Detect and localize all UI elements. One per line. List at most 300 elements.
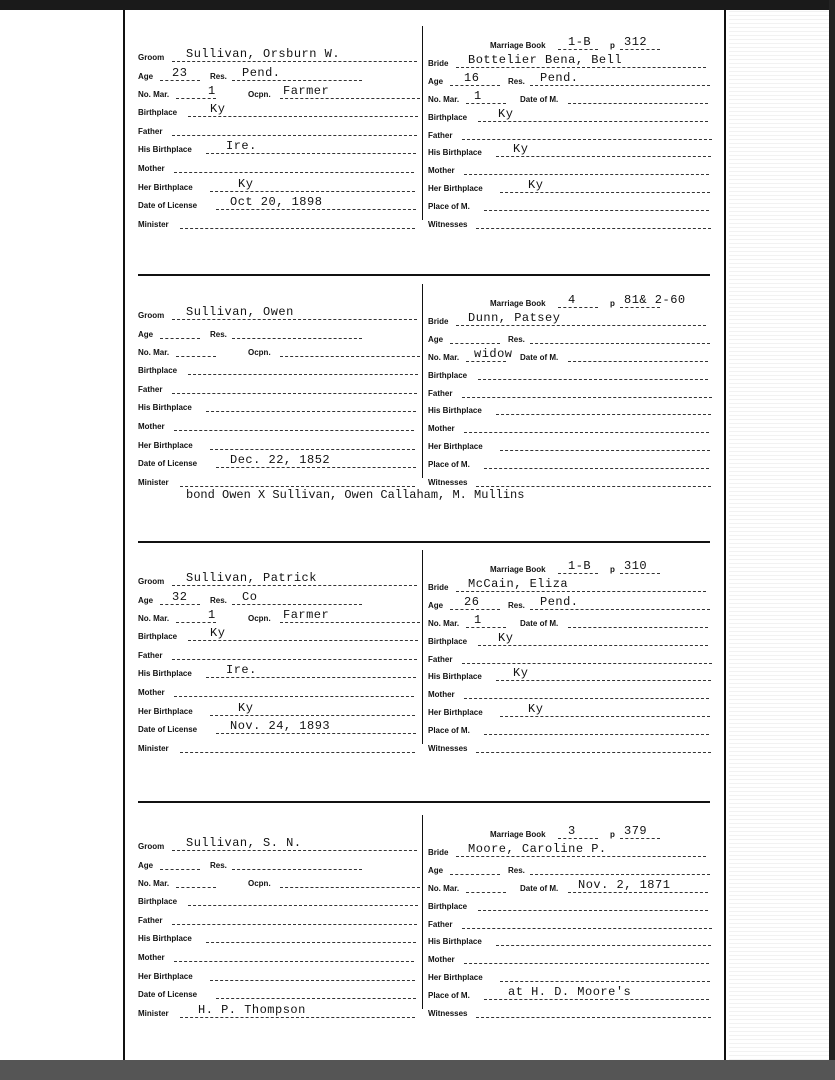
fill-line xyxy=(568,892,708,893)
field-row xyxy=(428,719,713,737)
page-value: 379 xyxy=(624,824,648,838)
field-row xyxy=(428,124,713,142)
fill-line xyxy=(558,307,598,308)
no-mar-label: No. Mar. xyxy=(428,353,460,362)
field-row xyxy=(428,292,713,310)
field-row xyxy=(428,859,713,877)
father-label: Father xyxy=(428,131,453,140)
scan-bottom-edge xyxy=(0,1060,835,1080)
page-value: 310 xyxy=(624,559,648,573)
age-label: Age xyxy=(428,77,444,86)
field-row xyxy=(428,737,713,755)
birthplace-label: Birthplace xyxy=(138,897,178,906)
his-birthplace-label: His Birthplace xyxy=(138,403,192,412)
fill-line xyxy=(180,228,415,229)
bride-his-birthplace-value: Ky xyxy=(513,142,529,156)
res-label: Res. xyxy=(508,335,525,344)
fill-line xyxy=(160,338,200,339)
res-label: Res. xyxy=(508,866,525,875)
his-birthplace-label: His Birthplace xyxy=(428,672,482,681)
ocpn-value: Farmer xyxy=(283,84,330,98)
minister-label: Minister xyxy=(138,478,169,487)
age-label: Age xyxy=(138,72,154,81)
mother-label: Mother xyxy=(138,422,165,431)
field-row xyxy=(138,718,420,736)
age-label: Age xyxy=(428,866,444,875)
fill-line xyxy=(466,627,506,628)
field-row xyxy=(428,453,713,471)
her-birthplace-label: Her Birthplace xyxy=(138,183,193,192)
fill-line xyxy=(496,156,711,157)
right-margin-rule xyxy=(724,10,726,1060)
groom-column xyxy=(138,550,420,760)
bride-no-mar-value: 1 xyxy=(474,89,482,103)
her-birthplace-label: Her Birthplace xyxy=(428,184,483,193)
marriage-book-label: Marriage Book xyxy=(490,565,546,574)
fill-line xyxy=(188,374,418,375)
fill-line xyxy=(176,356,216,357)
date-of-m-label: Date of M. xyxy=(520,619,559,628)
bride-birthplace-value: Ky xyxy=(498,107,514,121)
fill-line xyxy=(466,892,506,893)
res-label: Res. xyxy=(508,77,525,86)
fill-line xyxy=(476,228,711,229)
field-row xyxy=(428,558,713,576)
bride-her-birthplace-value: Ky xyxy=(528,178,544,192)
minister-label: Minister xyxy=(138,1009,169,1018)
groom-column xyxy=(138,26,420,236)
p-label: p xyxy=(610,830,615,839)
birthplace-label: Birthplace xyxy=(428,637,468,646)
fill-line xyxy=(180,752,415,753)
birthplace-label: Birthplace xyxy=(428,113,468,122)
date-of-license-label: Date of License xyxy=(138,990,198,999)
fill-line xyxy=(464,963,709,964)
field-row xyxy=(428,141,713,159)
bride-her-birthplace-value: Ky xyxy=(528,702,544,716)
bride-label: Bride xyxy=(428,59,449,68)
fill-line xyxy=(188,905,418,906)
scan-right-edge xyxy=(829,0,835,1080)
his-birthplace-label: His Birthplace xyxy=(428,937,482,946)
ocpn-label: Ocpn. xyxy=(248,90,271,99)
res-value: Co xyxy=(242,590,258,604)
fill-line xyxy=(478,121,708,122)
groom-value: Sullivan, Owen xyxy=(186,305,294,319)
mother-label: Mother xyxy=(138,953,165,962)
date-of-m-label: Date of M. xyxy=(520,353,559,362)
field-row xyxy=(428,471,713,489)
father-label: Father xyxy=(138,651,163,660)
groom-value: Sullivan, Patrick xyxy=(186,571,317,585)
page-value: 81& 2-60 xyxy=(624,293,686,307)
field-row xyxy=(138,983,420,1001)
fill-line xyxy=(172,393,417,394)
age-label: Age xyxy=(138,861,154,870)
age-label: Age xyxy=(138,596,154,605)
field-row xyxy=(428,594,713,612)
fill-line xyxy=(232,604,362,605)
his-birthplace-value: Ire. xyxy=(226,139,257,153)
bride-res-value: Pend. xyxy=(540,595,579,609)
marriage-book-value: 3 xyxy=(568,824,576,838)
no-mar-label: No. Mar. xyxy=(138,90,170,99)
fill-line xyxy=(456,591,706,592)
mother-label: Mother xyxy=(138,164,165,173)
bride-label: Bride xyxy=(428,317,449,326)
her-birthplace-label: Her Birthplace xyxy=(138,972,193,981)
field-row xyxy=(428,630,713,648)
father-label: Father xyxy=(428,389,453,398)
field-row xyxy=(138,157,420,175)
bride-column xyxy=(428,26,713,236)
fill-line xyxy=(530,85,710,86)
his-birthplace-label: His Birthplace xyxy=(138,669,192,678)
res-label: Res. xyxy=(210,72,227,81)
her-birthplace-label: Her Birthplace xyxy=(138,441,193,450)
date-of-license-value: Dec. 22, 1852 xyxy=(230,453,331,467)
field-row xyxy=(428,895,713,913)
his-birthplace-label: His Birthplace xyxy=(138,934,192,943)
field-row xyxy=(138,927,420,945)
place-of-m-label: Place of M. xyxy=(428,991,470,1000)
fill-line xyxy=(176,887,216,888)
p-label: p xyxy=(610,41,615,50)
fill-line xyxy=(280,887,420,888)
fill-line xyxy=(174,430,414,431)
witnesses-label: Witnesses xyxy=(428,478,468,487)
fill-line xyxy=(530,874,710,875)
fill-line xyxy=(450,609,500,610)
marriage-record-card xyxy=(136,550,711,760)
date-of-license-label: Date of License xyxy=(138,201,198,210)
record-note: bond Owen X Sullivan, Owen Callaham, M. Mullins xyxy=(186,488,525,502)
minister-label: Minister xyxy=(138,744,169,753)
groom-label: Groom xyxy=(138,842,165,851)
field-row xyxy=(428,346,713,364)
fill-line xyxy=(476,752,711,753)
groom-value: Sullivan, Orsburn W. xyxy=(186,47,341,61)
field-row xyxy=(428,948,713,966)
groom-label: Groom xyxy=(138,53,165,62)
place-of-m-label: Place of M. xyxy=(428,726,470,735)
bride-no-mar-value: widow xyxy=(474,347,513,361)
fill-line xyxy=(210,191,415,192)
mother-label: Mother xyxy=(428,690,455,699)
field-row xyxy=(428,213,713,231)
fill-line xyxy=(484,468,709,469)
field-row xyxy=(428,310,713,328)
place-of-m-value: at H. D. Moore's xyxy=(508,985,632,999)
field-row xyxy=(138,854,420,872)
field-row xyxy=(428,966,713,984)
field-row xyxy=(428,823,713,841)
fill-line xyxy=(216,733,416,734)
fill-line xyxy=(484,210,709,211)
fill-line xyxy=(280,98,420,99)
field-row xyxy=(138,471,420,489)
res-value: Pend. xyxy=(242,66,281,80)
field-row xyxy=(428,841,713,859)
ocpn-label: Ocpn. xyxy=(248,348,271,357)
birthplace-value: Ky xyxy=(210,626,226,640)
no-mar-value: 1 xyxy=(208,608,216,622)
fill-line xyxy=(172,135,417,136)
mother-label: Mother xyxy=(428,166,455,175)
birthplace-label: Birthplace xyxy=(138,108,178,117)
field-row xyxy=(428,1002,713,1020)
field-row xyxy=(428,382,713,400)
field-row xyxy=(138,681,420,699)
fill-line xyxy=(464,174,709,175)
bride-column xyxy=(428,815,713,1025)
groom-column xyxy=(138,815,420,1025)
res-label: Res. xyxy=(210,596,227,605)
witnesses-label: Witnesses xyxy=(428,220,468,229)
fill-line xyxy=(180,1017,415,1018)
bride-label: Bride xyxy=(428,583,449,592)
age-label: Age xyxy=(428,335,444,344)
birthplace-label: Birthplace xyxy=(428,371,468,380)
minister-value: H. P. Thompson xyxy=(198,1003,306,1017)
date-of-m-value: Nov. 2, 1871 xyxy=(578,878,671,892)
no-mar-label: No. Mar. xyxy=(138,614,170,623)
field-row xyxy=(138,194,420,212)
field-row xyxy=(138,700,420,718)
field-row xyxy=(138,65,420,83)
bride-value: McCain, Eliza xyxy=(468,577,569,591)
date-of-license-label: Date of License xyxy=(138,459,198,468)
field-row xyxy=(138,946,420,964)
fill-line xyxy=(478,645,708,646)
field-row xyxy=(428,877,713,895)
field-row xyxy=(138,835,420,853)
p-label: p xyxy=(610,565,615,574)
fill-line xyxy=(456,856,706,857)
no-mar-label: No. Mar. xyxy=(138,348,170,357)
fill-line xyxy=(188,640,418,641)
fill-line xyxy=(568,103,708,104)
his-birthplace-label: His Birthplace xyxy=(428,406,482,415)
her-birthplace-label: Her Birthplace xyxy=(138,707,193,716)
record-separator xyxy=(138,274,710,276)
field-row xyxy=(428,683,713,701)
record-separator xyxy=(138,541,710,543)
bride-column xyxy=(428,550,713,760)
fill-line xyxy=(466,361,506,362)
fill-line xyxy=(568,627,708,628)
fill-line xyxy=(176,622,216,623)
groom-value: Sullivan, S. N. xyxy=(186,836,302,850)
fill-line xyxy=(232,338,362,339)
fill-line xyxy=(478,910,708,911)
bride-value: Bottelier Bena, Bell xyxy=(468,53,623,67)
ocpn-label: Ocpn. xyxy=(248,614,271,623)
field-row xyxy=(138,890,420,908)
field-row xyxy=(138,415,420,433)
field-row xyxy=(428,159,713,177)
fill-line xyxy=(500,716,710,717)
no-mar-label: No. Mar. xyxy=(428,619,460,628)
fill-line xyxy=(450,85,500,86)
fill-line xyxy=(216,998,416,999)
field-row xyxy=(428,195,713,213)
fill-line xyxy=(620,49,660,50)
column-divider xyxy=(422,815,423,1009)
marriage-book-value: 1-B xyxy=(568,559,592,573)
father-label: Father xyxy=(138,385,163,394)
left-margin-rule xyxy=(123,10,125,1060)
marriage-record-card xyxy=(136,284,711,502)
no-mar-value: 1 xyxy=(208,84,216,98)
fill-line xyxy=(172,585,417,586)
p-label: p xyxy=(610,299,615,308)
ocpn-label: Ocpn. xyxy=(248,879,271,888)
marriage-record-card xyxy=(136,26,711,236)
mother-label: Mother xyxy=(138,688,165,697)
field-row xyxy=(138,662,420,680)
fill-line xyxy=(450,874,500,875)
field-row xyxy=(428,665,713,683)
fill-line xyxy=(216,209,416,210)
field-row xyxy=(428,364,713,382)
fill-line xyxy=(450,343,500,344)
fill-line xyxy=(476,486,711,487)
his-birthplace-value: Ire. xyxy=(226,663,257,677)
witnesses-label: Witnesses xyxy=(428,744,468,753)
field-row xyxy=(428,701,713,719)
field-row xyxy=(138,323,420,341)
father-label: Father xyxy=(138,127,163,136)
his-birthplace-label: His Birthplace xyxy=(138,145,192,154)
mother-label: Mother xyxy=(428,424,455,433)
bride-value: Moore, Caroline P. xyxy=(468,842,607,856)
field-row xyxy=(138,304,420,322)
no-mar-label: No. Mar. xyxy=(428,884,460,893)
bride-value: Dunn, Patsey xyxy=(468,311,561,325)
fill-line xyxy=(206,942,416,943)
date-of-license-label: Date of License xyxy=(138,725,198,734)
field-row xyxy=(428,435,713,453)
field-row xyxy=(428,52,713,70)
fill-line xyxy=(484,734,709,735)
birthplace-value: Ky xyxy=(210,102,226,116)
field-row xyxy=(138,872,420,890)
father-label: Father xyxy=(428,655,453,664)
field-row xyxy=(428,576,713,594)
field-row xyxy=(138,120,420,138)
field-row xyxy=(428,328,713,346)
field-row xyxy=(138,46,420,64)
fill-line xyxy=(464,432,709,433)
field-row xyxy=(138,213,420,231)
date-of-license-value: Nov. 24, 1893 xyxy=(230,719,331,733)
fill-line xyxy=(530,609,710,610)
field-row xyxy=(428,177,713,195)
res-label: Res. xyxy=(508,601,525,610)
father-label: Father xyxy=(138,916,163,925)
fill-line xyxy=(568,361,708,362)
no-mar-label: No. Mar. xyxy=(138,879,170,888)
fill-line xyxy=(206,677,416,678)
fill-line xyxy=(280,356,420,357)
fill-line xyxy=(206,153,416,154)
age-value: 32 xyxy=(172,590,188,604)
fill-line xyxy=(462,663,712,664)
field-row xyxy=(138,101,420,119)
fill-line xyxy=(496,945,711,946)
fill-line xyxy=(160,604,200,605)
field-row xyxy=(138,607,420,625)
age-label: Age xyxy=(138,330,154,339)
field-row xyxy=(138,570,420,588)
bride-birthplace-value: Ky xyxy=(498,631,514,645)
father-label: Father xyxy=(428,920,453,929)
bride-no-mar-value: 1 xyxy=(474,613,482,627)
fill-line xyxy=(558,573,598,574)
marriage-book-value: 4 xyxy=(568,293,576,307)
her-birthplace-label: Her Birthplace xyxy=(428,708,483,717)
field-row xyxy=(138,625,420,643)
fill-line xyxy=(210,715,415,716)
fill-line xyxy=(464,698,709,699)
fill-line xyxy=(462,397,712,398)
fill-line xyxy=(160,80,200,81)
fill-line xyxy=(172,659,417,660)
no-mar-label: No. Mar. xyxy=(428,95,460,104)
mother-label: Mother xyxy=(428,955,455,964)
her-birthplace-label: Her Birthplace xyxy=(428,442,483,451)
fill-line xyxy=(466,103,506,104)
minister-label: Minister xyxy=(138,220,169,229)
place-of-m-label: Place of M. xyxy=(428,202,470,211)
fill-line xyxy=(160,869,200,870)
bride-age-value: 16 xyxy=(464,71,480,85)
field-row xyxy=(138,589,420,607)
his-birthplace-label: His Birthplace xyxy=(428,148,482,157)
field-row xyxy=(138,452,420,470)
bride-age-value: 26 xyxy=(464,595,480,609)
fill-line xyxy=(500,192,710,193)
age-label: Age xyxy=(428,601,444,610)
column-divider xyxy=(422,550,423,744)
date-of-m-label: Date of M. xyxy=(520,95,559,104)
fill-line xyxy=(210,980,415,981)
field-row xyxy=(428,399,713,417)
witnesses-label: Witnesses xyxy=(428,1009,468,1018)
fill-line xyxy=(232,869,362,870)
field-row xyxy=(428,70,713,88)
her-birthplace-label: Her Birthplace xyxy=(428,973,483,982)
field-row xyxy=(138,965,420,983)
field-row xyxy=(428,913,713,931)
her-birthplace-value: Ky xyxy=(238,177,254,191)
fill-line xyxy=(620,573,660,574)
date-of-license-value: Oct 20, 1898 xyxy=(230,195,323,209)
fill-line xyxy=(180,486,415,487)
groom-label: Groom xyxy=(138,577,165,586)
page-value: 312 xyxy=(624,35,648,49)
fill-line xyxy=(558,838,598,839)
res-label: Res. xyxy=(210,861,227,870)
field-row xyxy=(138,644,420,662)
field-row xyxy=(138,1002,420,1020)
column-divider xyxy=(422,284,423,478)
place-of-m-label: Place of M. xyxy=(428,460,470,469)
fill-line xyxy=(496,414,711,415)
fill-line xyxy=(456,67,706,68)
fill-line xyxy=(176,98,216,99)
